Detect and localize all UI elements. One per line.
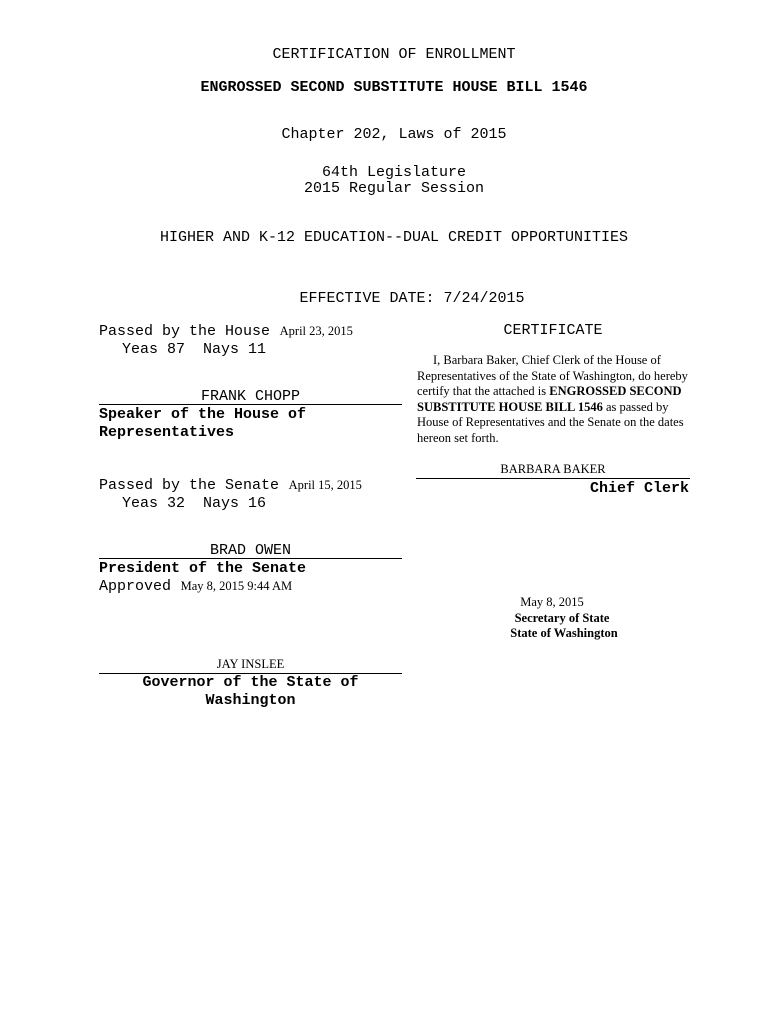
senate-passed-line xyxy=(99,476,362,495)
house-signer-title-2: Representatives xyxy=(99,424,235,441)
session-line: 2015 Regular Session xyxy=(303,180,485,197)
senate-signature-line xyxy=(99,558,402,559)
house-passed-label: Passed by the House xyxy=(99,323,271,340)
senate-passed-label: Passed by the Senate xyxy=(99,477,280,494)
approved-line xyxy=(99,577,292,596)
house-signature-line xyxy=(99,404,402,405)
governor-title-2: Washington xyxy=(205,692,296,709)
certificate-text xyxy=(417,353,691,446)
certificate-heading: CERTIFICATE xyxy=(503,322,603,339)
governor-title-1: Governor of the State of xyxy=(142,674,359,691)
house-votes: Yeas 87 Nays 11 xyxy=(122,341,267,358)
house-passed-line xyxy=(99,322,353,341)
senate-signer-name: BRAD OWEN xyxy=(209,542,291,559)
certification-title: CERTIFICATION OF ENROLLMENT xyxy=(272,46,516,63)
approved-date: May 8, 2015 9:44 AM xyxy=(180,579,293,593)
senate-passed-date: April 15, 2015 xyxy=(288,478,362,492)
house-signer-name: FRANK CHOPP xyxy=(200,388,301,405)
certificate-text-before: I, Barbara Baker, Chief Clerk of the House of Representatives of the State of Washington, do hereby certify that the attached is xyxy=(417,353,688,398)
senate-votes: Yeas 32 Nays 16 xyxy=(122,495,267,512)
certificate-bill-name: ENGROSSED SECOND SUBSTITUTE HOUSE BILL 1546 xyxy=(417,384,682,414)
certificate-signature-line xyxy=(416,478,690,479)
senate-signer-title: President of the Senate xyxy=(99,560,307,577)
house-signer-title-1: Speaker of the House of xyxy=(99,406,307,423)
certificate-signer-title: Chief Clerk xyxy=(589,480,689,497)
filing-date: May 8, 2015 xyxy=(520,595,584,609)
governor-signer-name: JAY INSLEE xyxy=(216,657,285,671)
filing-title-1: Secretary of State xyxy=(514,611,610,625)
effective-date: EFFECTIVE DATE: 7/24/2015 xyxy=(299,290,525,307)
legislature-line: 64th Legislature xyxy=(321,164,467,181)
filing-title-2: State of Washington xyxy=(510,626,618,640)
approved-label: Approved xyxy=(99,578,172,595)
chapter-line: Chapter 202, Laws of 2015 xyxy=(281,126,507,143)
certificate-text-after: as passed by House of Representatives and the Senate on the dates hereon set forth. xyxy=(417,399,684,445)
bill-subject: HIGHER AND K-12 EDUCATION--DUAL CREDIT OPPORTUNITIES xyxy=(159,229,629,246)
certificate-signer-name: BARBARA BAKER xyxy=(500,462,606,476)
bill-title: ENGROSSED SECOND SUBSTITUTE HOUSE BILL 1546 xyxy=(200,79,588,96)
house-passed-date: April 23, 2015 xyxy=(279,324,353,338)
